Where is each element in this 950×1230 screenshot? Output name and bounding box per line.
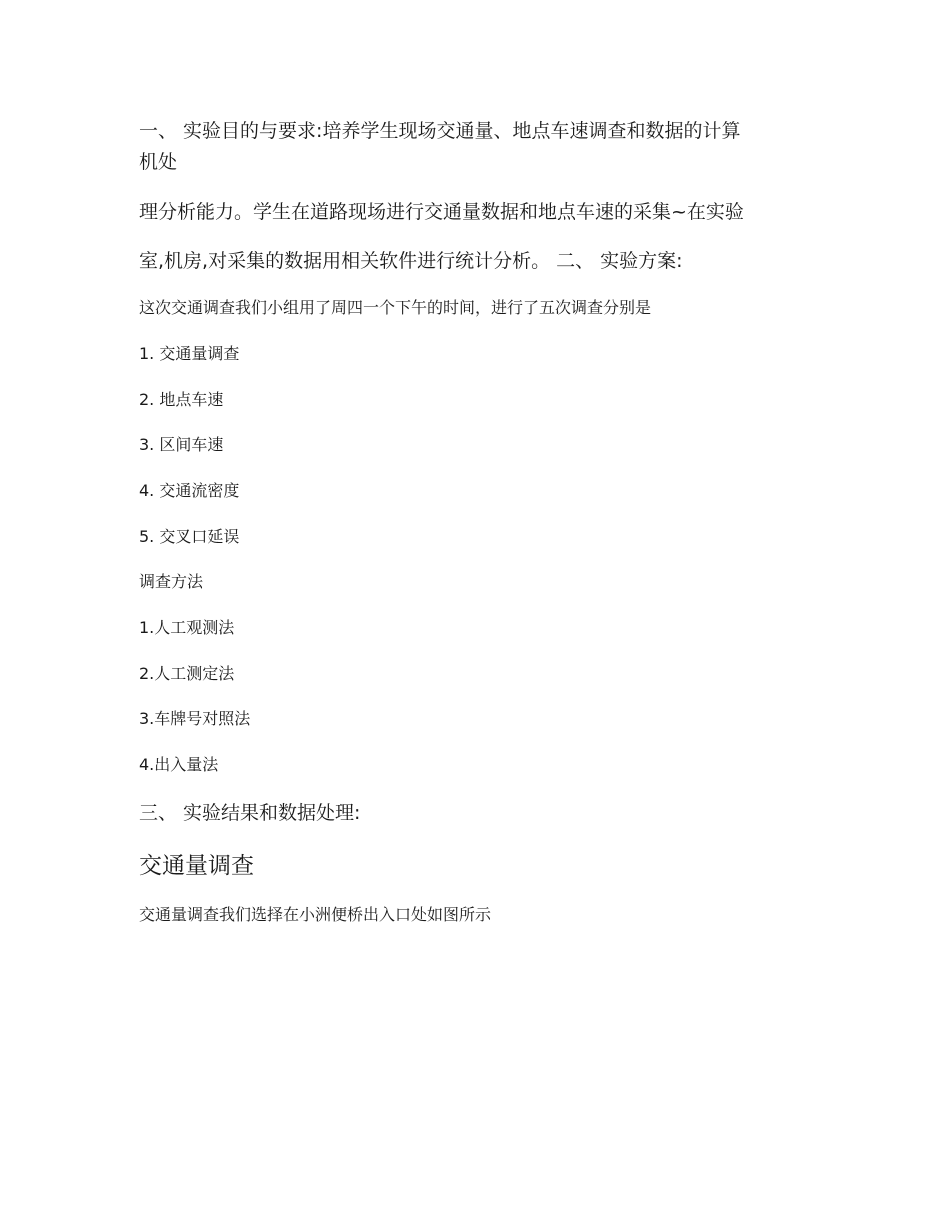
list-item: 3.车牌号对照法 [139,709,251,728]
list-item: 2.人工测定法 [139,664,235,683]
subsection-label-methods: 调查方法 [139,572,204,591]
list-item: 5. 交叉口延误 [139,527,240,546]
paragraph-line: 室,机房,对采集的数据用相关软件进行统计分析。 二、 实验方案: [139,250,683,272]
paragraph-line: 机处 [139,151,178,173]
section-heading-results: 三、 实验结果和数据处理: [139,802,361,824]
list-item: 2. 地点车速 [139,390,224,409]
list-item: 4. 交通流密度 [139,481,240,500]
paragraph-line: 理分析能力。学生在道路现场进行交通量数据和地点车速的采集~在实验 [139,201,744,223]
list-item: 1. 交通量调查 [139,344,240,363]
list-item: 1.人工观测法 [139,618,235,637]
section-heading-objectives: 一、 实验目的与要求:培养学生现场交通量、地点车速调查和数据的计算 [139,120,741,142]
list-item: 4.出入量法 [139,755,219,774]
paragraph-line: 交通量调查我们选择在小洲便桥出入口处如图所示 [139,905,492,924]
subsection-title: 交通量调查 [139,853,254,879]
list-item: 3. 区间车速 [139,435,224,454]
paragraph-line: 这次交通调查我们小组用了周四一个下午的时间，进行了五次调查分别是 [139,298,652,317]
